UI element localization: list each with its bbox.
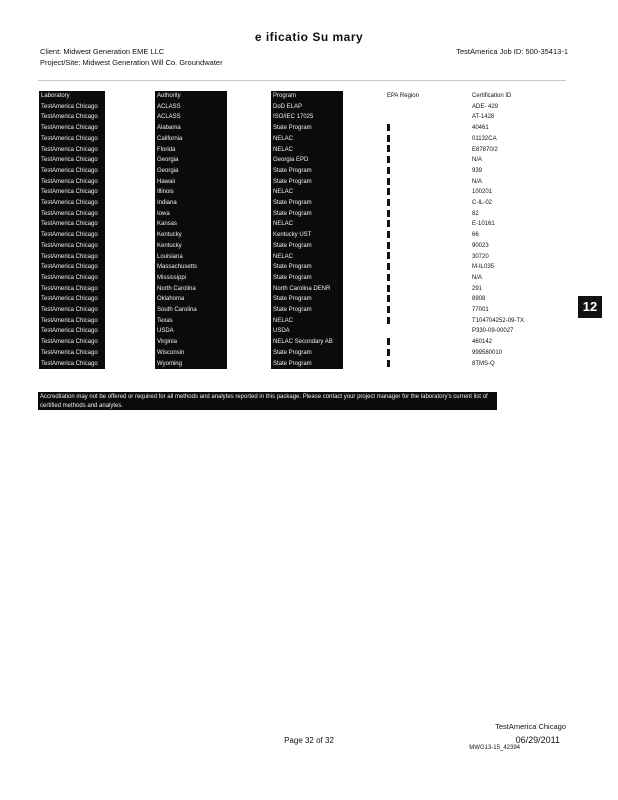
epa-mark	[387, 220, 390, 227]
cell-gap	[105, 219, 155, 230]
epa-mark	[387, 145, 390, 152]
cell-epa-region	[385, 145, 440, 156]
cell-gap	[227, 187, 271, 198]
footer-lab-name: TestAmerica Chicago	[495, 722, 566, 731]
cell-program: State Program	[271, 273, 343, 284]
cell-certification-id: 01132CA	[470, 134, 540, 145]
cell-laboratory: TestAmerica Chicago	[39, 337, 105, 348]
cell-gap	[440, 187, 470, 198]
cell-certification-id: E87870/2	[470, 145, 540, 156]
table-row	[39, 123, 540, 134]
header-gap	[343, 91, 385, 102]
cell-epa-region	[385, 198, 440, 209]
cell-laboratory: TestAmerica Chicago	[39, 102, 105, 113]
cell-gap	[105, 102, 155, 113]
cell-certification-id: AT-1428	[470, 112, 540, 123]
cell-laboratory: TestAmerica Chicago	[39, 112, 105, 123]
cell-epa-region	[385, 134, 440, 145]
cell-gap	[227, 262, 271, 273]
table-row	[39, 305, 540, 316]
cell-gap	[343, 348, 385, 359]
cell-certification-id: 77001	[470, 305, 540, 316]
cell-laboratory: TestAmerica Chicago	[39, 198, 105, 209]
table-row	[39, 316, 540, 327]
cell-epa-region	[385, 230, 440, 241]
cell-certification-id: C-IL-02	[470, 198, 540, 209]
cell-laboratory: TestAmerica Chicago	[39, 359, 105, 370]
cell-gap	[343, 166, 385, 177]
cell-gap	[343, 305, 385, 316]
epa-mark	[387, 167, 390, 174]
cell-gap	[105, 294, 155, 305]
header-divider	[38, 80, 566, 81]
cell-gap	[105, 359, 155, 370]
cell-laboratory: TestAmerica Chicago	[39, 187, 105, 198]
cell-gap	[227, 305, 271, 316]
cell-laboratory: TestAmerica Chicago	[39, 219, 105, 230]
cell-gap	[105, 273, 155, 284]
cell-gap	[440, 166, 470, 177]
cell-epa-region	[385, 177, 440, 188]
footer-date: 06/29/2011	[515, 735, 560, 745]
cell-laboratory: TestAmerica Chicago	[39, 326, 105, 337]
cell-program: State Program	[271, 166, 343, 177]
cell-gap	[105, 198, 155, 209]
cell-epa-region	[385, 326, 440, 337]
cell-epa-region	[385, 241, 440, 252]
cell-gap	[105, 262, 155, 273]
cell-laboratory: TestAmerica Chicago	[39, 155, 105, 166]
cell-gap	[343, 273, 385, 284]
cell-epa-region	[385, 102, 440, 113]
cell-gap	[440, 145, 470, 156]
cell-authority: Georgia	[155, 155, 227, 166]
cell-gap	[440, 155, 470, 166]
cell-program: State Program	[271, 177, 343, 188]
cell-epa-region	[385, 155, 440, 166]
cell-epa-region	[385, 337, 440, 348]
cell-gap	[105, 252, 155, 263]
cell-gap	[105, 112, 155, 123]
cell-certification-id: T104704252-09-TX	[470, 316, 540, 327]
cell-authority: USDA	[155, 326, 227, 337]
cell-laboratory: TestAmerica Chicago	[39, 134, 105, 145]
epa-mark	[387, 124, 390, 131]
table-row	[39, 348, 540, 359]
cell-program: State Program	[271, 305, 343, 316]
cell-gap	[343, 241, 385, 252]
cell-laboratory: TestAmerica Chicago	[39, 294, 105, 305]
table-row	[39, 359, 540, 370]
cell-gap	[227, 219, 271, 230]
table-row	[39, 241, 540, 252]
cell-gap	[227, 155, 271, 166]
cell-gap	[105, 316, 155, 327]
cell-authority: Indiana	[155, 198, 227, 209]
cell-gap	[440, 326, 470, 337]
cell-gap	[227, 112, 271, 123]
cell-authority: South Carolina	[155, 305, 227, 316]
header-gap	[227, 91, 271, 102]
cell-gap	[105, 348, 155, 359]
cell-program: Georgia EPD	[271, 155, 343, 166]
cell-program: NELAC	[271, 134, 343, 145]
epa-mark	[387, 210, 390, 217]
job-id: TestAmerica Job ID: 500-35413-1	[456, 47, 568, 56]
section-tab-badge: 12	[578, 296, 602, 318]
cell-certification-id: E-10161	[470, 219, 540, 230]
cell-program: NELAC	[271, 187, 343, 198]
cell-gap	[440, 112, 470, 123]
cell-gap	[343, 123, 385, 134]
cell-gap	[227, 177, 271, 188]
epa-mark	[387, 242, 390, 249]
cell-gap	[440, 348, 470, 359]
cell-program: State Program	[271, 123, 343, 134]
cell-gap	[343, 337, 385, 348]
header-authority: Authority	[155, 91, 227, 102]
cell-epa-region	[385, 187, 440, 198]
epa-mark	[387, 263, 390, 270]
cell-gap	[227, 230, 271, 241]
cell-gap	[440, 102, 470, 113]
cell-epa-region	[385, 262, 440, 273]
cell-program: Kentucky UST	[271, 230, 343, 241]
epa-mark	[387, 295, 390, 302]
cell-gap	[343, 112, 385, 123]
cell-gap	[105, 155, 155, 166]
cell-program: NELAC Secondary AB	[271, 337, 343, 348]
cell-laboratory: TestAmerica Chicago	[39, 145, 105, 156]
cell-laboratory: TestAmerica Chicago	[39, 230, 105, 241]
cell-epa-region	[385, 284, 440, 295]
cell-gap	[440, 337, 470, 348]
table-row	[39, 166, 540, 177]
cell-laboratory: TestAmerica Chicago	[39, 284, 105, 295]
table-row	[39, 252, 540, 263]
table-row	[39, 112, 540, 123]
cell-gap	[227, 252, 271, 263]
cell-certification-id: N/A	[470, 177, 540, 188]
cell-laboratory: TestAmerica Chicago	[39, 241, 105, 252]
table-row	[39, 273, 540, 284]
table-row	[39, 187, 540, 198]
cell-gap	[105, 166, 155, 177]
cell-program: State Program	[271, 198, 343, 209]
cell-certification-id: N/A	[470, 155, 540, 166]
cell-certification-id: 66	[470, 230, 540, 241]
cell-authority: Kentucky	[155, 230, 227, 241]
cell-authority: California	[155, 134, 227, 145]
cell-program: NELAC	[271, 145, 343, 156]
cell-epa-region	[385, 209, 440, 220]
cell-authority: North Carolina	[155, 284, 227, 295]
project-line: Project/Site: Midwest Generation Will Co. Groundwater	[40, 58, 223, 67]
header-gap	[440, 91, 470, 102]
cell-laboratory: TestAmerica Chicago	[39, 209, 105, 220]
header-certification-id: Certification ID	[470, 91, 540, 102]
cell-gap	[440, 123, 470, 134]
table-row	[39, 219, 540, 230]
cell-gap	[227, 359, 271, 370]
epa-mark	[387, 135, 390, 142]
epa-mark	[387, 274, 390, 281]
cell-gap	[105, 123, 155, 134]
cell-certification-id: 40461	[470, 123, 540, 134]
cell-epa-region	[385, 112, 440, 123]
cell-authority: Wisconsin	[155, 348, 227, 359]
cell-authority: Florida	[155, 145, 227, 156]
cell-authority: Iowa	[155, 209, 227, 220]
cell-epa-region	[385, 316, 440, 327]
cell-gap	[227, 337, 271, 348]
cell-gap	[440, 273, 470, 284]
cell-laboratory: TestAmerica Chicago	[39, 166, 105, 177]
table-row	[39, 198, 540, 209]
cell-certification-id: 100201	[470, 187, 540, 198]
epa-mark	[387, 360, 390, 367]
cell-gap	[105, 305, 155, 316]
page-number: Page 32 of 32	[284, 736, 334, 745]
cell-gap	[227, 241, 271, 252]
cell-certification-id: 8908	[470, 294, 540, 305]
epa-mark	[387, 252, 390, 259]
cell-gap	[227, 284, 271, 295]
cell-authority: Georgia	[155, 166, 227, 177]
cell-gap	[343, 359, 385, 370]
cell-certification-id: 291	[470, 284, 540, 295]
cell-program: North Carolina DENR	[271, 284, 343, 295]
epa-mark	[387, 199, 390, 206]
cell-gap	[343, 294, 385, 305]
cell-gap	[227, 273, 271, 284]
cell-gap	[440, 359, 470, 370]
cell-certification-id: 460142	[470, 337, 540, 348]
cell-gap	[440, 305, 470, 316]
epa-mark	[387, 231, 390, 238]
cell-program: State Program	[271, 294, 343, 305]
cell-authority: Hawaii	[155, 177, 227, 188]
cell-epa-region	[385, 252, 440, 263]
cell-gap	[440, 294, 470, 305]
cell-gap	[227, 134, 271, 145]
cell-gap	[343, 177, 385, 188]
epa-mark	[387, 338, 390, 345]
cell-program: ISO/IEC 17025	[271, 112, 343, 123]
cell-gap	[440, 284, 470, 295]
epa-mark	[387, 317, 390, 324]
cell-gap	[343, 209, 385, 220]
cell-epa-region	[385, 123, 440, 134]
cell-laboratory: TestAmerica Chicago	[39, 252, 105, 263]
cell-authority: Mississippi	[155, 273, 227, 284]
page-title: e ificatio Su mary	[254, 30, 364, 44]
cell-gap	[227, 326, 271, 337]
cell-laboratory: TestAmerica Chicago	[39, 348, 105, 359]
cell-gap	[105, 209, 155, 220]
cell-gap	[343, 262, 385, 273]
cell-certification-id: ADE- 429	[470, 102, 540, 113]
cell-epa-region	[385, 305, 440, 316]
cell-epa-region	[385, 348, 440, 359]
cell-gap	[440, 252, 470, 263]
header-epa-region: EPA Region	[385, 91, 440, 102]
cell-gap	[105, 337, 155, 348]
table-row	[39, 177, 540, 188]
client-line: Client: Midwest Generation EME LLC	[40, 47, 165, 56]
cell-laboratory: TestAmerica Chicago	[39, 123, 105, 134]
cell-gap	[227, 198, 271, 209]
cell-certification-id: 90023	[470, 241, 540, 252]
cell-gap	[227, 348, 271, 359]
table-row	[39, 155, 540, 166]
header-laboratory: Laboratory	[39, 91, 105, 102]
cell-epa-region	[385, 219, 440, 230]
cell-gap	[105, 134, 155, 145]
cell-program: State Program	[271, 348, 343, 359]
cell-gap	[227, 123, 271, 134]
cell-gap	[105, 145, 155, 156]
cell-certification-id: P330-09-00027	[470, 326, 540, 337]
table-row	[39, 326, 540, 337]
cell-laboratory: TestAmerica Chicago	[39, 316, 105, 327]
cell-authority: ACLASS	[155, 102, 227, 113]
cell-gap	[440, 177, 470, 188]
table-row	[39, 134, 540, 145]
cell-authority: Louisiana	[155, 252, 227, 263]
cell-certification-id: 30720	[470, 252, 540, 263]
cell-gap	[343, 198, 385, 209]
table-row	[39, 209, 540, 220]
table-body	[39, 102, 540, 370]
cell-gap	[440, 134, 470, 145]
cell-gap	[440, 219, 470, 230]
table-row	[39, 230, 540, 241]
epa-mark	[387, 349, 390, 356]
cell-certification-id: 82	[470, 209, 540, 220]
cell-gap	[227, 316, 271, 327]
cell-certification-id: N/A	[470, 273, 540, 284]
cell-program: USDA	[271, 326, 343, 337]
header-program: Program	[271, 91, 343, 102]
cell-gap	[440, 241, 470, 252]
cell-gap	[105, 284, 155, 295]
table-row	[39, 102, 540, 113]
cell-gap	[343, 326, 385, 337]
cell-laboratory: TestAmerica Chicago	[39, 273, 105, 284]
cell-gap	[227, 145, 271, 156]
cell-gap	[440, 209, 470, 220]
cell-gap	[105, 177, 155, 188]
table-header-row	[39, 91, 540, 102]
accreditation-footnote: Accreditation may not be offered or required for all methods and analytes reported in this package. Please contact your project manager for the laboratory's current list of certified methods and analytes.	[38, 392, 497, 410]
cell-epa-region	[385, 166, 440, 177]
epa-mark	[387, 285, 390, 292]
cell-program: State Program	[271, 359, 343, 370]
table-row	[39, 262, 540, 273]
cell-program: NELAC	[271, 316, 343, 327]
cell-laboratory: TestAmerica Chicago	[39, 177, 105, 188]
cell-gap	[343, 155, 385, 166]
epa-mark	[387, 178, 390, 185]
cell-program: NELAC	[271, 252, 343, 263]
epa-mark	[387, 156, 390, 163]
cell-authority: Illinois	[155, 187, 227, 198]
cell-authority: Wyoming	[155, 359, 227, 370]
cell-gap	[105, 326, 155, 337]
cell-certification-id: 8TMS-Q	[470, 359, 540, 370]
cell-authority: Texas	[155, 316, 227, 327]
cell-gap	[343, 187, 385, 198]
cell-gap	[343, 145, 385, 156]
cell-gap	[343, 284, 385, 295]
cell-gap	[105, 241, 155, 252]
cell-certification-id: 999580010	[470, 348, 540, 359]
cell-program: DoD ELAP	[271, 102, 343, 113]
table-row	[39, 337, 540, 348]
cell-program: State Program	[271, 209, 343, 220]
table-row	[39, 294, 540, 305]
cell-program: NELAC	[271, 219, 343, 230]
cell-gap	[440, 316, 470, 327]
cell-gap	[227, 166, 271, 177]
cell-gap	[227, 209, 271, 220]
cell-authority: Kentucky	[155, 241, 227, 252]
cell-gap	[343, 134, 385, 145]
cell-certification-id: M-IL035	[470, 262, 540, 273]
cell-authority: Virginia	[155, 337, 227, 348]
cell-gap	[440, 198, 470, 209]
cell-gap	[227, 102, 271, 113]
cell-gap	[343, 230, 385, 241]
cell-epa-region	[385, 294, 440, 305]
cell-authority: Alabama	[155, 123, 227, 134]
cell-program: State Program	[271, 241, 343, 252]
cell-gap	[343, 102, 385, 113]
cell-authority: ACLASS	[155, 112, 227, 123]
cell-authority: Massachusetts	[155, 262, 227, 273]
cell-gap	[227, 294, 271, 305]
cell-laboratory: TestAmerica Chicago	[39, 305, 105, 316]
cell-gap	[105, 230, 155, 241]
cell-gap	[343, 219, 385, 230]
epa-mark	[387, 306, 390, 313]
cell-certification-id: 939	[470, 166, 540, 177]
cell-gap	[440, 230, 470, 241]
document-code: MWG13-15_42394	[469, 745, 520, 751]
cell-epa-region	[385, 273, 440, 284]
cell-program: State Program	[271, 262, 343, 273]
cell-laboratory: TestAmerica Chicago	[39, 262, 105, 273]
table-row	[39, 284, 540, 295]
cell-gap	[440, 262, 470, 273]
epa-mark	[387, 188, 390, 195]
cell-epa-region	[385, 359, 440, 370]
header-gap	[105, 91, 155, 102]
cell-gap	[343, 252, 385, 263]
cell-authority: Oklahoma	[155, 294, 227, 305]
cell-gap	[343, 316, 385, 327]
cell-gap	[105, 187, 155, 198]
table-row	[39, 145, 540, 156]
cell-authority: Kansas	[155, 219, 227, 230]
certification-table	[39, 91, 540, 369]
